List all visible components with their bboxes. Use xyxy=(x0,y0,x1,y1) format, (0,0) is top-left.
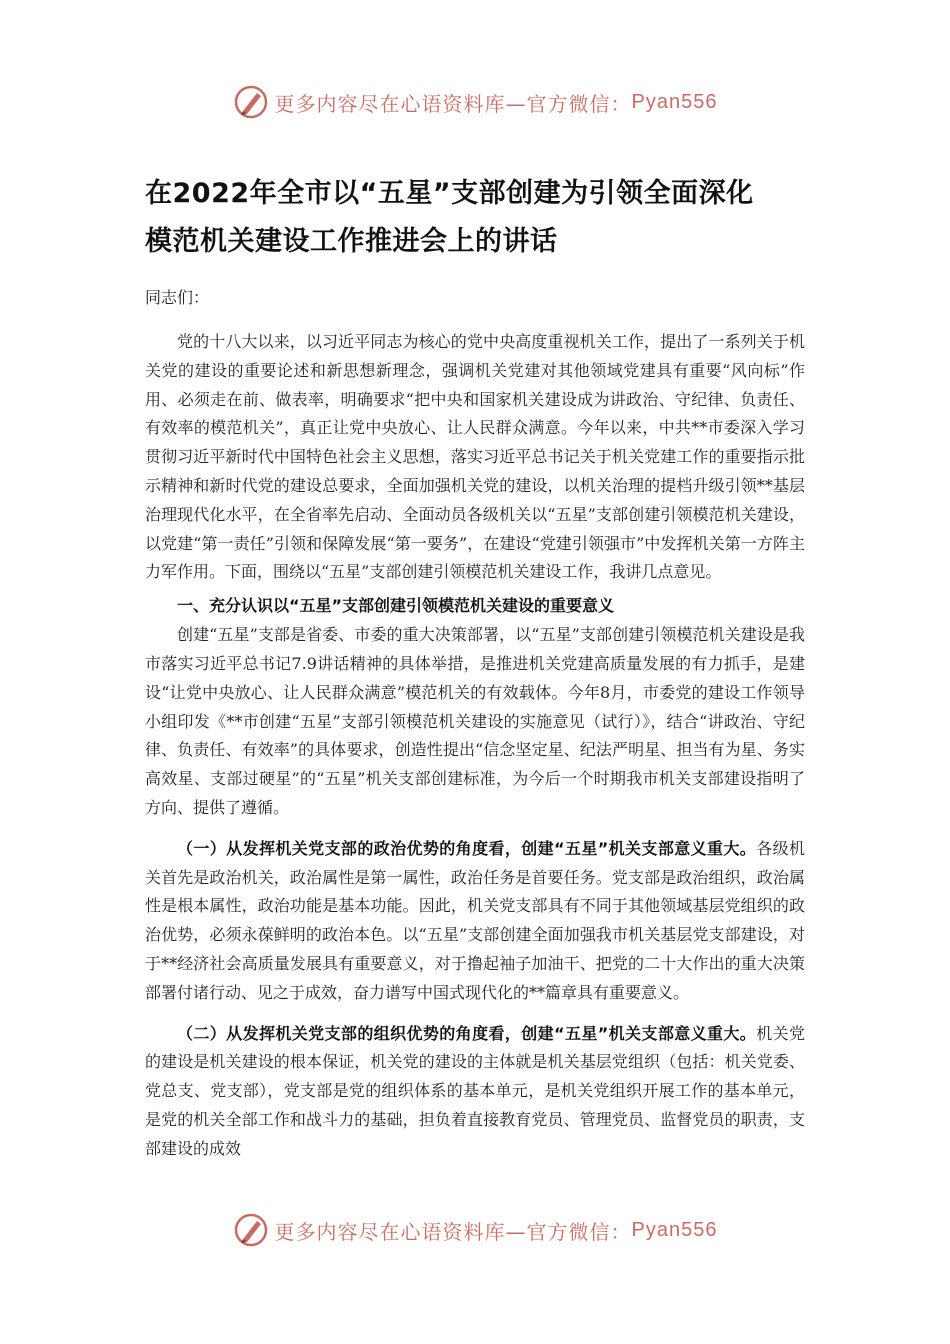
greeting: 同志们： xyxy=(145,288,210,307)
paragraph-intro: 党的十八大以来，以习近平同志为核心的党中央高度重视机关工作，提出了一系列关于机关党的建设的重要论述和新思想新理念，强调机关党建对其他领域党建具有重要“风向标”作用、必须走在前、做表率，明确要求“把中央和国家机关建设成为讲政治、守纪律、负责任、有效率的模范机关”，真正让党中央放心、让人民群众满意。今年以来，中共**市委深入学习贯彻习近平新时代中国特色社会主义思想，落实习近平总书记关于机关党建工作的重要指示批示精神和新时代党的建设总要求，全面加强机关党的建设，以机关治理的提档升级引领**基层治理现代化水平，在全省率先启动、全面动员各级机关以“五星”支部创建引领模范机关建设，以党建“第一责任”引领和保障发展“第一要务”，在建设“党建引领强市”中发挥机关第一方阵主力军作用。下面，围绕以“五星”支部创建引领模范机关建设工作，我讲几点意见。 xyxy=(145,332,805,582)
paragraph-political-advantage-body: 各级机关首先是政治机关，政治属性是第一属性，政治任务是首要任务。党支部是政治组织，政治属性是根本属性，政治功能是基本功能。因此，机关党支部具有不同于其他领域基层党组织的政治优势，必须永葆鲜明的政治本色。以“五星”支部创建全面加强我市机关基层党支部建设，对于**经济社会高质量发展具有重要意义，对于撸起袖子加油干、把党的二十大作出的重大决策部署付诸行动、见之于成效，奋力谱写中国式现代化的**篇章具有重要意义。 xyxy=(145,838,805,1002)
header-watermark-banner xyxy=(0,80,950,124)
footer-watermark-banner xyxy=(0,1208,950,1252)
subheading-political-advantage: （一）从发挥机关党支部的政治优势的角度看，创建“五星”机关支部意义重大。 xyxy=(177,838,757,858)
section-heading-1: 一、充分认识以“五星”支部创建引领模范机关建设的重要意义 xyxy=(177,596,615,616)
banner-wechat-id: Pyan556 xyxy=(631,90,718,113)
banner-text: 更多内容尽在心语资料库—官方微信： xyxy=(274,91,632,116)
pen-logo-icon xyxy=(233,1212,269,1248)
banner-text: 更多内容尽在心语资料库—官方微信： xyxy=(274,1219,632,1244)
paragraph-organizational-advantage xyxy=(145,1020,805,1164)
banner-wechat-id: Pyan556 xyxy=(631,1218,718,1241)
paragraph-significance: 创建“五星”支部是省委、市委的重大决策部署，以“五星”支部创建引领模范机关建设是我市落实习近平总书记7.9讲话精神的具体举措，是推进机关党建高质量发展的有力抓手，是建设“让党中央放心、让人民群众满意”模范机关的有效载体。今年8月，市委党的建设工作领导小组印发《**市创建“五星”支部引领模范机关建设的实施意见（试行）》，结合“讲政治、守纪律、负责任、有效率”的具体要求，创造性提出“信念坚定星、纪法严明星、担当有为星、务实高效星、支部过硬星”的“五星”机关支部创建标准，为今后一个时期我市机关支部建设指明了方向、提供了遵循。 xyxy=(145,625,805,817)
title-line-1: 在2022年全市以“五星”支部创建为引领全面深化 xyxy=(145,178,754,209)
paragraph-political-advantage xyxy=(145,835,805,1008)
subheading-organizational-advantage: （二）从发挥机关党支部的组织优势的角度看，创建“五星”机关支部意义重大。 xyxy=(177,1023,757,1043)
document-title xyxy=(145,170,805,266)
document-body xyxy=(145,170,805,1164)
pen-logo-icon xyxy=(233,84,269,120)
title-line-2: 模范机关建设工作推进会上的讲话 xyxy=(145,226,558,257)
paragraph-organizational-advantage-body: 机关党的建设是机关建设的根本保证，机关党的建设的主体就是机关基层党组织（包括：机关党委、党总支、党支部），党支部是党的组织体系的基本单元，是机关党组织开展工作的基本单元，是党的机关全部工作和战斗力的基础，担负着直接教育党员、管理党员、监督党员的职责，支部建设的成效 xyxy=(145,1023,805,1158)
